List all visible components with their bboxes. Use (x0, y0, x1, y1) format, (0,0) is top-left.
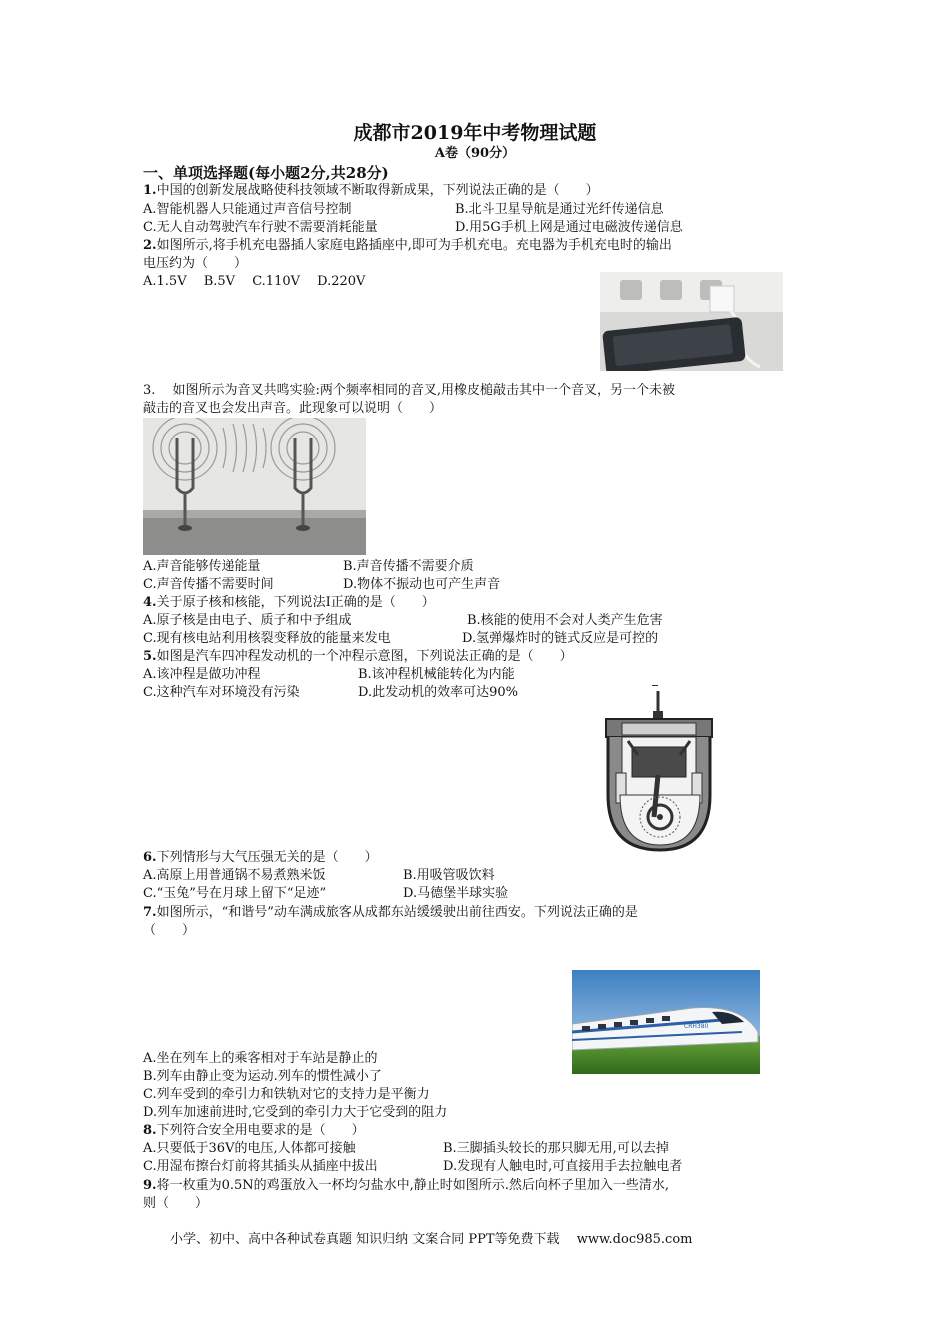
q5-option-a: A.该冲程是做功冲程 (143, 667, 261, 682)
question-text: 如图所示，“和谐号”动车满成旅客从成都东站缓缓驶出前往西安。下列说法正确的是 (156, 905, 638, 920)
q1-option-a: A.智能机器人只能通过声音信号控制 (143, 202, 352, 217)
question-number: 6. (143, 850, 157, 865)
question-1-stem (143, 182, 599, 199)
question-text: 关于原子核和核能，下列说法Ι正确的是（ ） (156, 595, 435, 610)
page-subtitle: A卷（90分） (434, 146, 516, 161)
tuning-fork-image (143, 418, 366, 555)
q3-option-b: B.声音传播不需要介质 (343, 559, 474, 574)
question-text: 中国的创新发展战略使科技领域不断取得新成果，下列说法正确的是（ ） (156, 183, 599, 198)
question-text: 如图是汽车四冲程发动机的一个冲程示意图，下列说法正确的是（ ） (156, 649, 573, 664)
q5-option-d: D.此发动机的效率可达90% (358, 685, 518, 700)
question-number: 9. (143, 1178, 157, 1193)
question-number: 4. (143, 595, 157, 610)
q6-option-d: D.马德堡半球实验 (403, 886, 509, 901)
question-9-stem-line2: 则（ ） (143, 1196, 209, 1211)
q1-option-b: B.北斗卫星导航是通过光纤传递信息 (455, 202, 664, 217)
q8-option-b: B.三脚插头较长的那只脚无用,可以去掉 (443, 1141, 669, 1156)
question-number: 7. (143, 905, 157, 920)
question-number: 5. (143, 649, 157, 664)
q7-option-c: C.列车受到的牵引力和铁轨对它的支持力是平衡力 (143, 1087, 430, 1102)
q7-option-a: A.坐在列车上的乘客相对于车站是静止的 (143, 1051, 378, 1066)
q8-option-d: D.发现有人触电时,可直接用手去拉触电者 (443, 1159, 683, 1174)
q7-option-d: D.列车加速前进时,它受到的牵引力大于它受到的阻力 (143, 1105, 448, 1120)
page-title: 成都市2019年中考物理试题 (353, 122, 597, 144)
question-2-stem-line2: 电压约为（ ） (143, 256, 248, 271)
question-3-stem (143, 382, 675, 399)
question-2-stem (143, 237, 672, 254)
question-text: 下列符合安全用电要求的是（ ） (156, 1123, 365, 1138)
q8-option-a: A.只要低于36V的电压,人体都可接触 (143, 1141, 356, 1156)
question-7-stem-line2: （ ） (143, 923, 196, 938)
q6-option-a: A.高原上用普通锅不易煮熟米饭 (143, 868, 326, 883)
question-number: 8. (143, 1123, 157, 1138)
q4-option-a: A.原子核是由电子、质子和中予组成 (143, 613, 352, 628)
question-7-stem (143, 904, 638, 921)
q4-option-c: C.现有核电站利用核裂变释放的能量来发电 (143, 631, 391, 646)
train-image (572, 970, 760, 1074)
train-code-label: CRH380 (684, 1023, 709, 1030)
question-number: 2. (143, 238, 157, 253)
question-number: 3. (143, 383, 156, 398)
q1-option-c: C.无人自动驾驶汽车行驶不需要消耗能量 (143, 220, 378, 235)
q6-option-c: C.“玉兔”号在月球上留下“足迹” (143, 886, 327, 901)
question-8-stem (143, 1122, 365, 1139)
q3-option-d: D.物体不振动也可产生声音 (343, 577, 501, 592)
question-text: 如图所示,将手机充电器插人家庭电路插座中,即可为手机充电。充电器为手机充电时的输出 (156, 238, 672, 253)
engine-cylinder-diagram (598, 685, 720, 855)
q3-option-a: A.声音能够传递能量 (143, 559, 261, 574)
q8-option-c: C.用湿布擦台灯前将其插头从插座中拔出 (143, 1159, 378, 1174)
question-number: 1. (143, 183, 157, 198)
q3-option-c: C.声音传播不需要时间 (143, 577, 274, 592)
q6-option-b: B.用吸管吸饮料 (403, 868, 495, 883)
section-heading: 一、单项选择题(每小题2分,共28分) (143, 164, 389, 182)
q1-option-d: D.用5G手机上网是通过电磁波传递信息 (455, 220, 683, 235)
question-4-stem (143, 594, 435, 611)
question-text: 将一枚重为0.5N的鸡蛋放入一杯均匀盐水中,静止时如图所示.然后向杯子里加入一些清水, (156, 1178, 670, 1193)
question-6-stem (143, 849, 378, 866)
charger-phone-image (600, 272, 783, 371)
page-footer: 小学、初中、高中各种试卷真题 知识归纳 文案合同 PPT等免费下载 www.doc985.com (170, 1232, 693, 1247)
q5-option-c: C.这种汽车对环境没有污染 (143, 685, 300, 700)
q7-option-b: B.列车由静止变为运动.列车的惯性减小了 (143, 1069, 382, 1084)
q4-option-d: D.氢弹爆炸时的链式反应是可控的 (462, 631, 659, 646)
q5-option-b: B.该冲程机械能转化为内能 (358, 667, 515, 682)
q2-options: A.1.5V B.5V C.110V D.220V (143, 274, 366, 289)
q4-option-b: B.核能的使用不会对人类产生危害 (467, 613, 663, 628)
question-text: 如图所示为音叉共鸣实验:两个频率相同的音叉,用橡皮槌敲击其中一个音叉，另一个未被 (172, 383, 676, 398)
question-text: 下列情形与大气压强无关的是（ ） (156, 850, 378, 865)
question-3-stem-line2: 敲击的音叉也会发出声音。此现象可以说明（ ） (143, 401, 443, 416)
question-9-stem (143, 1177, 669, 1194)
question-5-stem (143, 648, 573, 665)
